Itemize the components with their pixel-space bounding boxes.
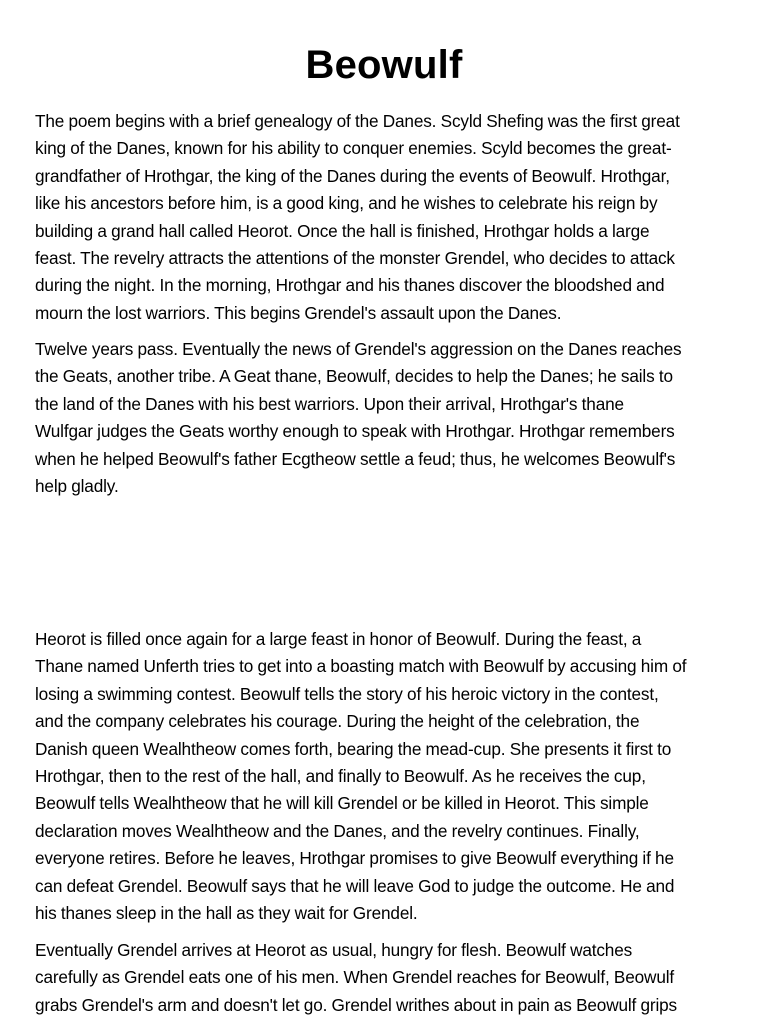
paragraph-line: king of the Danes, known for his ability to conquer enemies. Scyld becomes the great-	[35, 138, 672, 159]
paragraph-genealogy	[35, 108, 737, 327]
paragraph-line: Eventually Grendel arrives at Heorot as usual, hungry for flesh. Beowulf watches	[35, 940, 633, 960]
paragraph-line: mourn the lost warriors. This begins Grendel's assault upon the Danes.	[35, 302, 562, 323]
paragraph-line: Danish queen Wealhtheow comes forth, bearing the mead-cup. She presents it first to	[35, 738, 672, 759]
paragraph-line: The poem begins with a brief genealogy of the Danes. Scyld Shefing was the first great	[35, 111, 680, 131]
paragraph-grendel-arrives	[35, 937, 737, 1019]
paragraph-line: grabs Grendel's arm and doesn't let go. Grendel writhes about in pain as Beowulf grips	[35, 994, 678, 1015]
paragraph-line: can defeat Grendel. Beowulf says that he will leave God to judge the outcome. He and	[35, 875, 675, 896]
document-title: Beowulf	[305, 43, 463, 87]
paragraph-line: the Geats, another tribe. A Geat thane, Beowulf, decides to help the Danes; he sails to	[35, 366, 673, 387]
paragraph-line: help gladly.	[35, 476, 119, 497]
paragraph-line: during the night. In the morning, Hrothgar and his thanes discover the bloodshed and	[35, 275, 665, 296]
paragraph-line: grandfather of Hrothgar, the king of the Danes during the events of Beowulf. Hrothgar,	[35, 165, 670, 186]
paragraph-line: Hrothgar, then to the rest of the hall, and finally to Beowulf. As he receives the cup,	[35, 766, 646, 787]
paragraph-feast	[35, 626, 737, 927]
paragraph-line: the land of the Danes with his best warriors. Upon their arrival, Hrothgar's thane	[35, 393, 624, 414]
paragraph-line: Beowulf tells Wealhtheow that he will kill Grendel or be killed in Heorot. This simple	[35, 793, 649, 814]
paragraph-line: like his ancestors before him, is a good king, and he wishes to celebrate his reign by	[35, 193, 658, 214]
paragraph-geats	[35, 336, 737, 500]
paragraph-line: declaration moves Wealhtheow and the Danes, and the revelry continues. Finally,	[35, 820, 640, 841]
paragraph-line: when he helped Beowulf's father Ecgtheow settle a feud; thus, he welcomes Beowulf's	[35, 448, 676, 469]
paragraph-line: Heorot is filled once again for a large feast in honor of Beowulf. During the feast, a	[35, 629, 642, 649]
paragraph-line: feast. The revelry attracts the attentions of the monster Grendel, who decides to attack	[35, 248, 675, 269]
paragraph-line: carefully as Grendel eats one of his men. When Grendel reaches for Beowulf, Beowulf	[35, 967, 675, 988]
paragraph-line: Thane named Unferth tries to get into a boasting match with Beowulf by accusing him of	[35, 656, 687, 677]
paragraph-line: Wulfgar judges the Geats worthy enough to speak with Hrothgar. Hrothgar remembers	[35, 421, 675, 442]
paragraph-line: his thanes sleep in the hall as they wait for Grendel.	[35, 903, 418, 924]
paragraph-line: building a grand hall called Heorot. Once the hall is finished, Hrothgar holds a large	[35, 220, 650, 241]
paragraph-line: Twelve years pass. Eventually the news of Grendel's aggression on the Danes reaches	[35, 339, 682, 359]
paragraph-line: and the company celebrates his courage. During the height of the celebration, the	[35, 711, 640, 732]
paragraph-line: everyone retires. Before he leaves, Hrothgar promises to give Beowulf everything if he	[35, 848, 674, 869]
paragraph-line: losing a swimming contest. Beowulf tells the story of his heroic victory in the contest,	[35, 683, 659, 704]
